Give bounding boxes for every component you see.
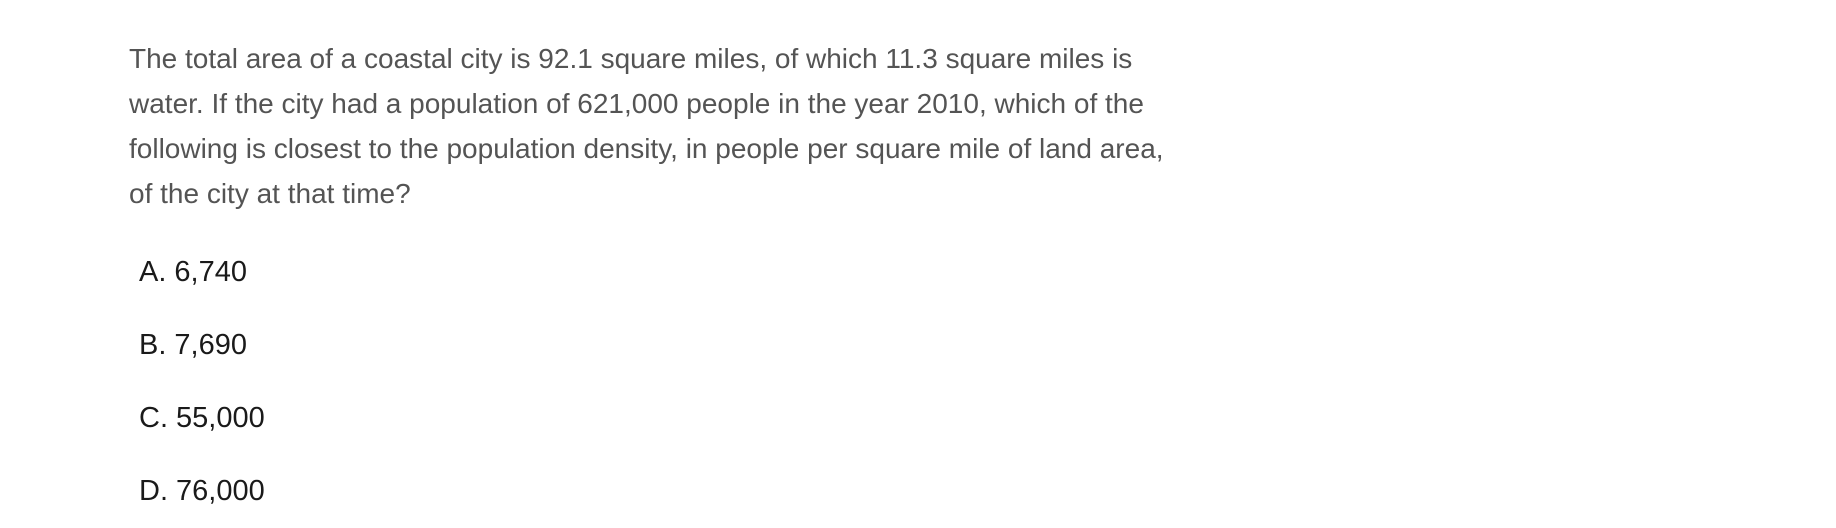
choice-b[interactable] bbox=[139, 309, 739, 382]
choice-letter: C. bbox=[139, 402, 168, 434]
choice-value: 55,000 bbox=[176, 402, 265, 434]
choice-letter: B. bbox=[139, 329, 167, 361]
question-text: The total area of a coastal city is 92.1 square miles, of which 11.3 square miles is water. If the city had a population of 621,000 people in the year 2010, which of the following is closest to the population density, in people per square mile of land area, of the city at that time? bbox=[129, 43, 1164, 209]
choice-value: 6,740 bbox=[174, 256, 247, 288]
choice-value: 7,690 bbox=[174, 329, 247, 361]
choice-c[interactable] bbox=[139, 382, 739, 455]
choice-a[interactable] bbox=[139, 236, 739, 309]
choice-letter: A. bbox=[139, 256, 167, 288]
answer-choices bbox=[139, 236, 739, 528]
choice-letter: D. bbox=[139, 475, 168, 507]
choice-d[interactable] bbox=[139, 455, 739, 528]
choice-value: 76,000 bbox=[176, 475, 265, 507]
